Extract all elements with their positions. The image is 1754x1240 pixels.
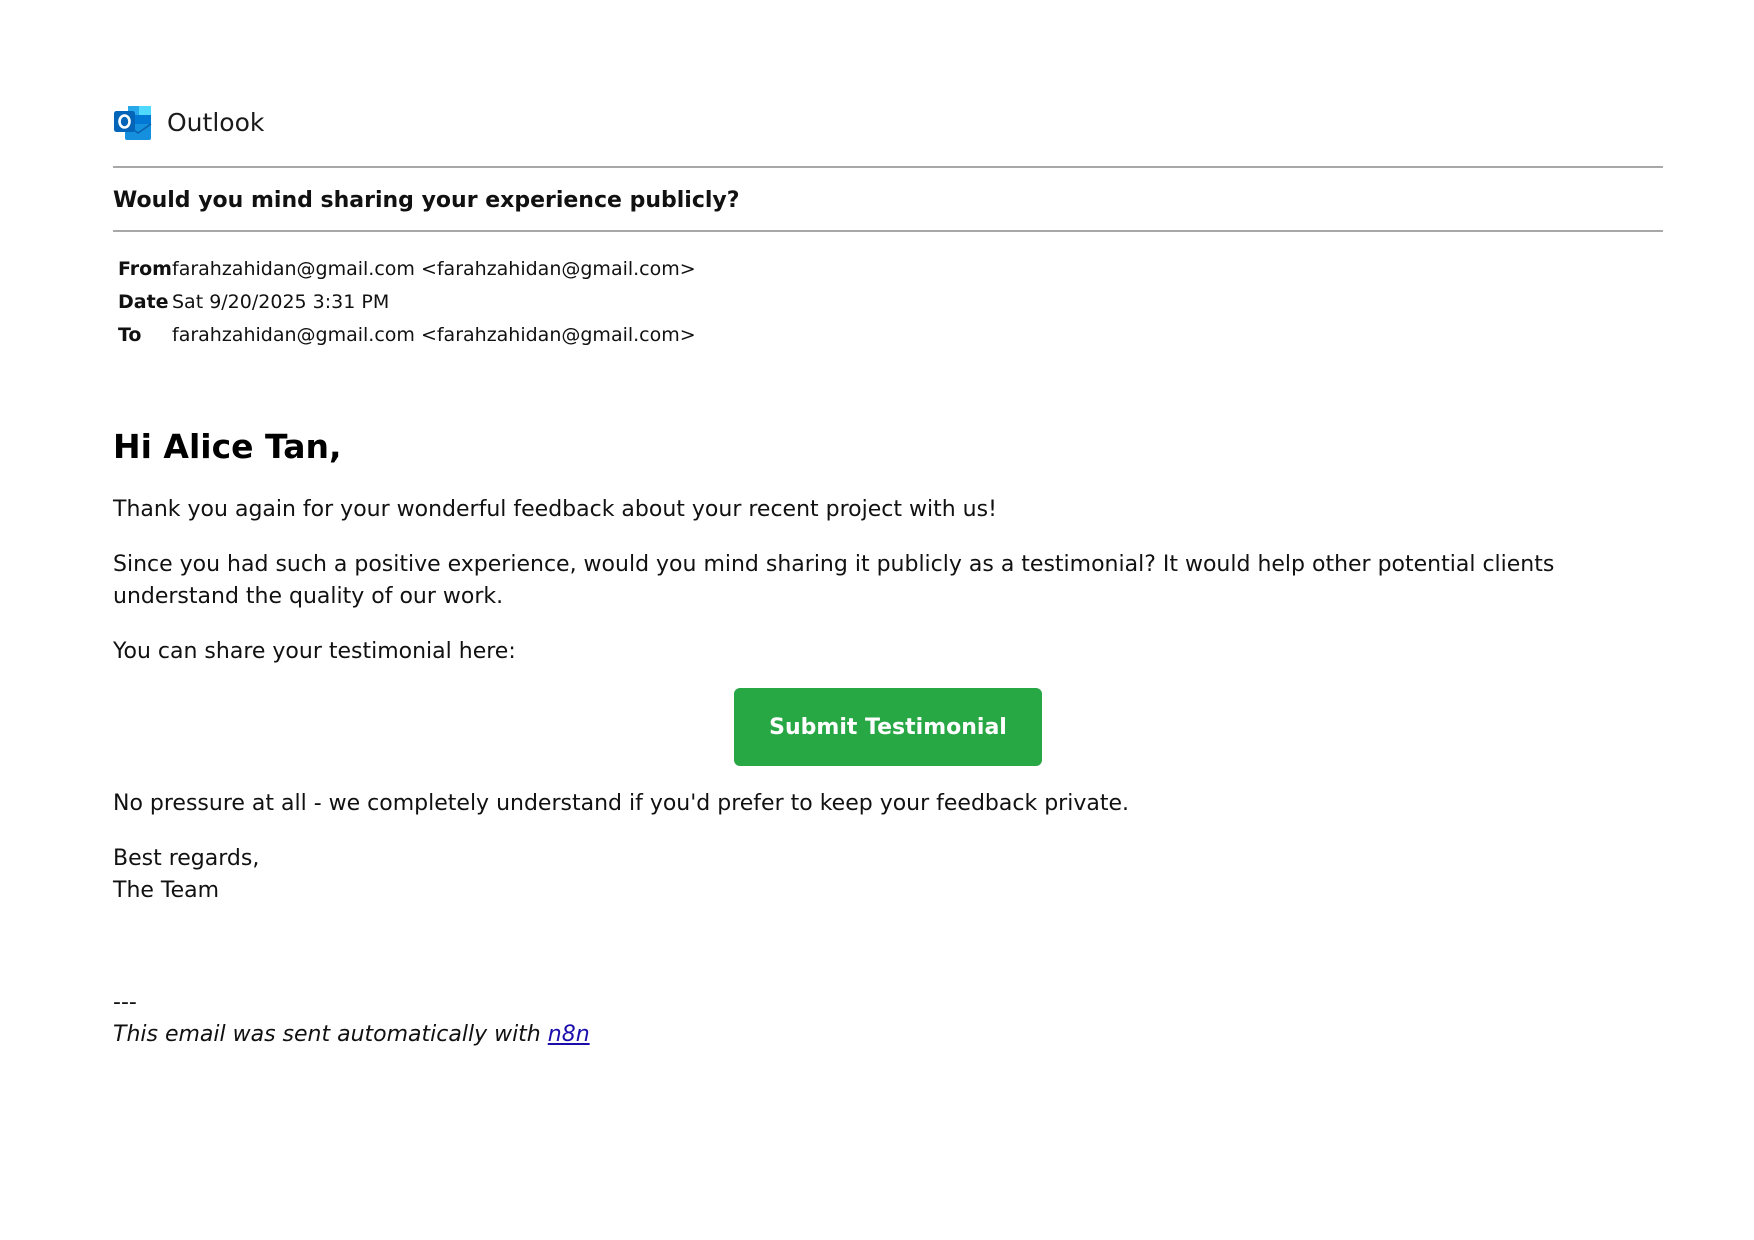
email-closing: [113, 843, 1663, 907]
footer-separator: ---: [113, 990, 137, 1015]
to-row: [113, 318, 1663, 351]
outlook-logo-icon: [113, 102, 153, 142]
greeting-heading: Hi Alice Tan,: [113, 427, 342, 466]
email-footer: [113, 987, 1663, 1051]
email-subject: Would you mind sharing your experience publicly?: [113, 188, 740, 213]
to-value: farahzahidan@gmail.com <farahzahidan@gmail.com>: [172, 323, 696, 346]
signature-name: The Team: [113, 878, 220, 903]
from-value: farahzahidan@gmail.com <farahzahidan@gmail.com>: [172, 257, 696, 280]
email-print-page: [113, 100, 1663, 1051]
closing-line-1: Best regards,: [113, 846, 260, 871]
date-value: Sat 9/20/2025 3:31 PM: [172, 290, 390, 313]
submit-testimonial-button[interactable]: Submit Testimonial: [734, 688, 1042, 766]
body-paragraph-3: You can share your testimonial here:: [113, 639, 516, 664]
button-container: [113, 688, 1663, 766]
body-paragraph-2: Since you had such a positive experience, would you mind sharing it publicly as a testimonial? It would help other potential clients understand the quality of our work.: [113, 552, 1555, 609]
app-name: Outlook: [167, 107, 265, 137]
to-label: To: [118, 323, 142, 346]
date-label: Date: [118, 290, 169, 313]
subject-divider: [113, 230, 1663, 232]
email-headers: [113, 252, 1663, 351]
footer-note: [113, 1019, 1663, 1051]
footer-note-text: This email was sent automatically with: [113, 1022, 548, 1047]
from-row: [113, 252, 1663, 285]
body-paragraph-1: Thank you again for your wonderful feedback about your recent project with us!: [113, 497, 997, 522]
n8n-link[interactable]: n8n: [547, 1022, 590, 1047]
date-row: [113, 285, 1663, 318]
from-label: From: [118, 257, 172, 280]
brand-header: [113, 100, 1663, 144]
body-paragraph-4: No pressure at all - we completely understand if you'd prefer to keep your feedback private.: [113, 791, 1129, 816]
